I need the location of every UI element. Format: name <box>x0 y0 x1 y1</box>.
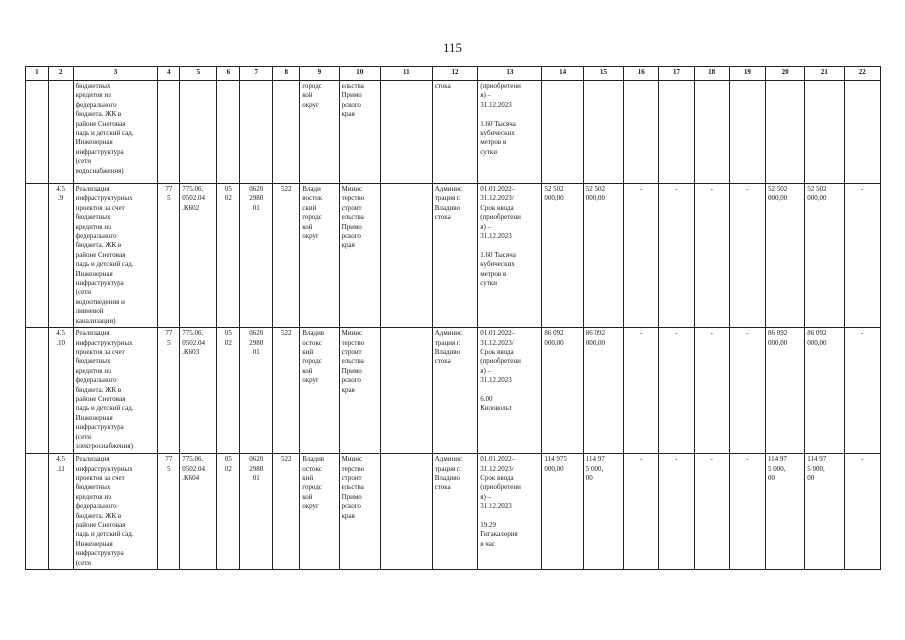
column-header-6: 6 <box>217 67 240 81</box>
cell-text: 0620 2980 01 <box>249 185 264 212</box>
cell-text: ельства Примо рского края <box>341 82 364 119</box>
cell-text: стока <box>434 82 451 90</box>
cell-text: - <box>675 455 678 464</box>
column-header-14: 14 <box>542 67 583 81</box>
table-cell-col-8 <box>273 81 300 184</box>
table-cell-col-16 <box>624 184 659 328</box>
table-cell-col-2 <box>48 454 73 570</box>
cell-text: 4.5 .10 <box>56 329 66 347</box>
cell-text: 114 97 5 000, 00 <box>807 455 827 482</box>
table-cell-col-19 <box>729 454 765 570</box>
header-row <box>26 67 881 81</box>
cell-text: Минис терство строит ельства Примо рского края <box>341 185 365 250</box>
cell-text: 77 5 <box>165 455 173 473</box>
table-cell-col-21 <box>805 81 844 184</box>
table-cell-col-7 <box>240 184 273 328</box>
cell-text: 4.5 .9 <box>56 185 66 203</box>
column-header-17: 17 <box>659 67 694 81</box>
column-header-3: 3 <box>73 67 158 81</box>
cell-text: 77 5 <box>165 329 173 347</box>
table-cell-col-1 <box>26 184 49 328</box>
cell-text: (приобретени я) – 31.12.2023 1.60 Тысяча кубических метров в сутки <box>480 82 521 156</box>
table-cell-col-14 <box>542 328 583 454</box>
table-cell-col-13 <box>478 184 542 328</box>
table-cell-col-5 <box>180 454 217 570</box>
column-header-18: 18 <box>694 67 729 81</box>
column-header-12: 12 <box>432 67 478 81</box>
cell-text: - <box>675 185 678 193</box>
table-cell-col-18 <box>694 81 729 184</box>
table-cell-col-14 <box>542 184 583 328</box>
cell-text: 05 02 <box>224 329 232 347</box>
table-cell-col-21 <box>805 184 844 328</box>
cell-text: 86 092 000,00 <box>807 329 827 347</box>
cell-text: Минис терство строит ельства Примо рского края <box>341 329 365 394</box>
table-cell-col-15 <box>583 184 623 328</box>
table-cell-col-10 <box>339 184 380 328</box>
table-row <box>26 454 881 570</box>
table-cell-col-5 <box>180 81 217 184</box>
table-cell-col-5 <box>180 184 217 328</box>
cell-text: - <box>710 329 713 338</box>
table-cell-col-7 <box>240 454 273 570</box>
cell-text: Минис терство строит ельства Примо рского края <box>341 455 365 520</box>
table-cell-col-17 <box>659 184 694 328</box>
table-cell-col-20 <box>765 328 804 454</box>
table-cell-col-22 <box>844 184 880 328</box>
cell-text: Реализация инфраструктурных проектов за счет бюджетных кредитов из федерального бюджета. ЖК в районе Снеговая падь и детский сад. Инженерная инфраструктура (сети <box>75 455 134 567</box>
cell-text: Реализация инфраструктурных проектов за счет бюджетных кредитов из федерального бюджета. ЖК в районе Снеговая падь и детский сад. Инженерная инфраструктура (сети электроснабжения) <box>75 329 134 450</box>
cell-text: Админис трация г. Владиво стока <box>434 455 463 492</box>
cell-text: - <box>640 185 643 193</box>
cell-text: - <box>861 329 864 338</box>
table-cell-col-13 <box>478 454 542 570</box>
table-cell-col-1 <box>26 81 49 184</box>
table-cell-col-7 <box>240 328 273 454</box>
cell-text: 86 092 000,00 <box>767 329 788 347</box>
cell-text: 114 975 000,00 <box>544 455 567 473</box>
cell-text: 86 092 000,00 <box>585 329 606 347</box>
cell-text: 05 02 <box>224 455 232 473</box>
table-cell-col-2 <box>48 81 73 184</box>
table-cell-col-8 <box>273 454 300 570</box>
column-header-19: 19 <box>729 67 765 81</box>
table-cell-col-2 <box>48 184 73 328</box>
column-header-21: 21 <box>805 67 844 81</box>
table-cell-col-22 <box>844 454 880 570</box>
cell-text: 0620 2980 01 <box>249 329 264 356</box>
table-cell-col-6 <box>217 328 240 454</box>
cell-text: 522 <box>281 455 292 464</box>
table-cell-col-12 <box>432 454 478 570</box>
cell-text: 52 502 000,00 <box>544 185 564 203</box>
cell-text: 05 02 <box>224 185 232 203</box>
column-header-7: 7 <box>240 67 273 81</box>
cell-text: Владив остокс кий городс кой округ <box>302 455 325 511</box>
table-cell-col-6 <box>217 81 240 184</box>
table-cell-col-1 <box>26 454 49 570</box>
table-cell-col-20 <box>765 81 804 184</box>
table-cell-col-20 <box>765 184 804 328</box>
table-cell-col-22 <box>844 81 880 184</box>
table-cell-col-12 <box>432 184 478 328</box>
table-cell-col-4 <box>158 454 180 570</box>
table-cell-col-14 <box>542 81 583 184</box>
column-header-9: 9 <box>300 67 339 81</box>
table-cell-col-18 <box>694 184 729 328</box>
table-cell-col-10 <box>339 454 380 570</box>
table-cell-col-9 <box>300 454 339 570</box>
table-cell-col-5 <box>180 328 217 454</box>
table-cell-col-22 <box>844 328 880 454</box>
table-cell-col-16 <box>624 81 659 184</box>
cell-text: 01.01.2022– 31.12.2023/ Срок ввода (приобретени я) – 31.12.2023 1.60 Тысяча кубических метров в сутки <box>480 185 521 288</box>
cell-text: 775.06. 0502.04 .К604 <box>182 455 205 482</box>
cell-text: 01.01.2022– 31.12.2023/ Срок ввода (приобретени я) – 31.12.2023 6.00 Киловольт <box>480 329 521 413</box>
table-cell-col-6 <box>217 454 240 570</box>
table-cell-col-11 <box>380 81 432 184</box>
cell-text: 522 <box>281 185 292 193</box>
table-cell-col-12 <box>432 81 478 184</box>
cell-text: 4.5 .11 <box>56 455 66 473</box>
cell-text: - <box>861 455 864 464</box>
cell-text: бюджетных кредитов из федерального бюджета. ЖК в районе Снеговая падь и детский сад. Инженерная инфраструктура (сети водоснабжения) <box>75 82 134 175</box>
table-row <box>26 184 881 328</box>
cell-text: - <box>640 455 643 464</box>
cell-text: - <box>861 185 864 193</box>
table-cell-col-16 <box>624 454 659 570</box>
cell-text: 0620 2980 01 <box>249 455 264 482</box>
table-cell-col-19 <box>729 81 765 184</box>
table-cell-col-13 <box>478 328 542 454</box>
column-header-8: 8 <box>273 67 300 81</box>
table-cell-col-10 <box>339 328 380 454</box>
table-row <box>26 81 881 184</box>
table-cell-col-12 <box>432 328 478 454</box>
cell-text: 77 5 <box>165 185 173 203</box>
column-header-22: 22 <box>844 67 880 81</box>
table-cell-col-19 <box>729 328 765 454</box>
cell-text: - <box>710 185 713 193</box>
table-cell-col-14 <box>542 454 583 570</box>
cell-text: - <box>746 185 749 193</box>
column-header-13: 13 <box>478 67 542 81</box>
page-number: 115 <box>442 40 463 55</box>
table-cell-col-4 <box>158 328 180 454</box>
table-cell-col-13 <box>478 81 542 184</box>
table-cell-col-11 <box>380 328 432 454</box>
table-cell-col-8 <box>273 328 300 454</box>
cell-text: - <box>640 329 643 338</box>
column-header-10: 10 <box>339 67 380 81</box>
cell-text: 52 502 000,00 <box>585 185 606 203</box>
cell-text: - <box>746 329 749 338</box>
table-cell-col-21 <box>805 328 844 454</box>
table-cell-col-7 <box>240 81 273 184</box>
table-cell-col-8 <box>273 184 300 328</box>
cell-text: - <box>710 455 713 464</box>
document-table <box>25 66 881 570</box>
table-cell-col-6 <box>217 184 240 328</box>
table-cell-col-19 <box>729 184 765 328</box>
cell-text: 775.06. 0502.04 .К602 <box>182 185 205 212</box>
table-cell-col-11 <box>380 184 432 328</box>
table-cell-col-9 <box>300 184 339 328</box>
table-cell-col-3 <box>73 81 158 184</box>
cell-text: Влади восток ский городс кой округ <box>302 185 323 241</box>
column-header-4: 4 <box>158 67 180 81</box>
table-cell-col-4 <box>158 184 180 328</box>
table-cell-col-4 <box>158 81 180 184</box>
column-header-20: 20 <box>765 67 804 81</box>
cell-text: 522 <box>281 329 292 338</box>
table-cell-col-15 <box>583 454 623 570</box>
table-cell-col-16 <box>624 328 659 454</box>
cell-text: 86 092 000,00 <box>544 329 564 347</box>
table-cell-col-15 <box>583 328 623 454</box>
table-cell-col-9 <box>300 328 339 454</box>
table-cell-col-17 <box>659 454 694 570</box>
column-header-15: 15 <box>583 67 623 81</box>
cell-text: 114 97 5 000, 00 <box>585 455 605 482</box>
cell-text: 01.01.2022– 31.12.2023/ Срок ввода (приобретени я) – 31.12.2023 19.29 Гигакалория в час <box>480 455 521 548</box>
table-cell-col-3 <box>73 454 158 570</box>
table-cell-col-15 <box>583 81 623 184</box>
cell-text: - <box>746 455 749 464</box>
cell-text: городс кой округ <box>302 82 322 109</box>
column-header-16: 16 <box>624 67 659 81</box>
table-cell-col-21 <box>805 454 844 570</box>
cell-text: - <box>675 329 678 338</box>
table-cell-col-20 <box>765 454 804 570</box>
column-header-11: 11 <box>380 67 432 81</box>
cell-text: Владив остокс кий городс кой округ <box>302 329 325 385</box>
table-cell-col-17 <box>659 81 694 184</box>
table-row <box>26 328 881 454</box>
table-cell-col-1 <box>26 328 49 454</box>
table-cell-col-18 <box>694 454 729 570</box>
column-header-2: 2 <box>48 67 73 81</box>
cell-text: Админис трация г. Владиво стока <box>434 329 463 366</box>
cell-text: 52 502 000,00 <box>807 185 827 203</box>
table-cell-col-11 <box>380 454 432 570</box>
cell-text: 775.06. 0502.04 .К603 <box>182 329 205 356</box>
cell-text: 52 502 000,00 <box>767 185 788 203</box>
table-cell-col-3 <box>73 184 158 328</box>
column-header-5: 5 <box>180 67 217 81</box>
table-cell-col-2 <box>48 328 73 454</box>
cell-text: Админис трация г. Владиво стока <box>434 185 463 222</box>
table-cell-col-10 <box>339 81 380 184</box>
cell-text: Реализация инфраструктурных проектов за счет бюджетных кредитов из федерального бюджета. ЖК в районе Снеговая падь и детский сад. Инженерная инфраструктура (сети водоотведения и ливневой канализации) <box>75 185 134 325</box>
table-cell-col-9 <box>300 81 339 184</box>
cell-text: 114 97 5 000, 00 <box>767 455 787 482</box>
table-cell-col-17 <box>659 328 694 454</box>
column-header-1: 1 <box>26 67 49 81</box>
table-cell-col-3 <box>73 328 158 454</box>
table-cell-col-18 <box>694 328 729 454</box>
